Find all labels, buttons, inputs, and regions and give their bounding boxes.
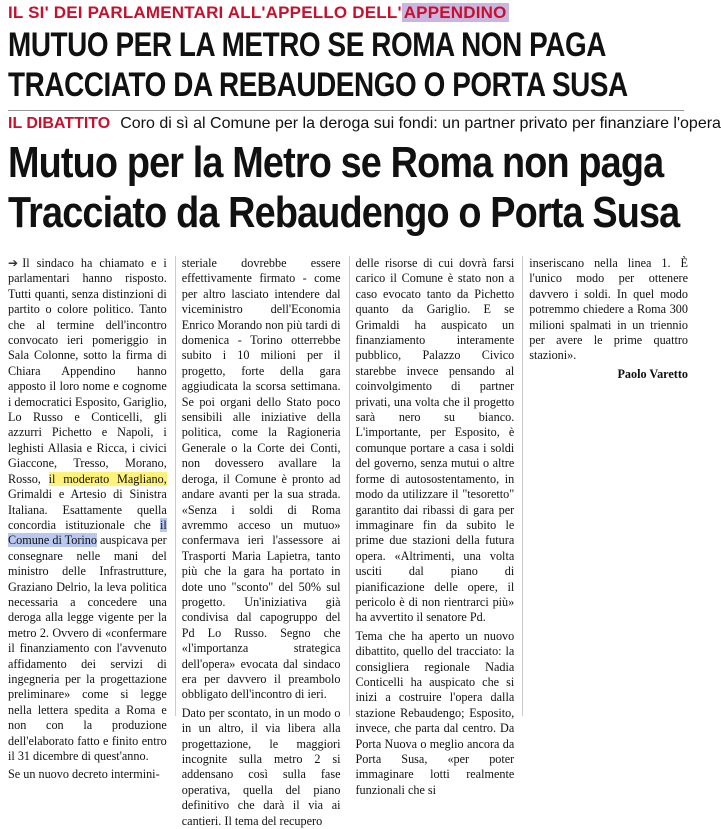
paragraph: Dato per scontato, in un modo o in un altro, il via libera alla progettazione, le maggiori incognite sulla metro 2 si addensano così sulla fase operativa, quella del piano definitivo che darà il via ai cantieri. Il tema del recupero	[181, 705, 341, 828]
paragraph-text: auspicava per consegnare nelle mani del ministro delle Infrastrutture, Graziano Delrio, la leva politica necessaria a concedere una deroga alla legge vigente per la metro 2. Ovvero di «confermare il finanziamento con l'avvenuto affidamento dei servizi di ingegneria per la progettazione preliminare» come si legge nella lettera spedita a Roma e non con la produzione dell'elaborato fatto e finito entro il 31 dicembre di quest'anno.	[8, 533, 167, 763]
article-column-4	[522, 256, 688, 716]
paragraph: steriale dovrebbe essere effettivamente firmato - come per altro lasciato intendere dal viceministro dell'Economia Enrico Morando non più tardi di domenica - Torino otterrebbe subito i 10 milioni per il progetto, forte della gara aggiudicata la scorsa settimana. Se poi organi dello Stato poco sensibili alle iniziative della politica, come la Ragioneria Generale o la Corte dei Conti, non dovessero avallare la deroga, il Comune è pronto ad andare avanti per la sua strada. «Senza i soldi di Roma avremmo acceso un mutuo» confermava ieri l'assessore ai Trasporti Maria Lapietra, tanto più che la gara ha portato in dote uno "sconto" del 50% sul progetto. Un'iniziativa già condivisa dal capogruppo del Pd Lo Russo. Segno che «l'importanza strategica dell'opera» evocata dal sindaco era per davvero il preambolo obbligato dell'incontro di ieri.	[181, 256, 341, 702]
paragraph: Se un nuovo decreto intermini-	[8, 767, 160, 782]
paragraph	[8, 256, 167, 764]
paragraph: inseriscano nella linea 1. È l'unico modo per ottenere davvero i soldi. In quel modo potremmo chiedere a Roma 300 milioni spalmati in un triennio per avere le prime quattro stazioni».	[529, 256, 688, 363]
dibattito-subtitle: Coro di sì al Comune per la deroga sui fondi: un partner privato per finanziare l'opera	[120, 115, 721, 132]
dibattito-tag: IL DIBATTITO	[8, 115, 111, 132]
article-body	[8, 256, 688, 828]
article-column-3	[349, 256, 515, 797]
kicker-highlight: APPENDINO	[403, 3, 507, 22]
paragraph: delle risorse di cui dovrà farsi carico il Comune è stato non a caso evocato tanto da Pichetto quanto da Gariglio. E se Grimaldi ha auspicato un finanziamento interamente pubblico, Palazzo Civico starebbe invece pensando al coinvolgimento di partner privati, una volta che il progetto sarà nero su bianco. L'importante, per Esposito, è comunque portare a casa i soldi del governo, senza mutui o altre forme di autosostentamento, in modo da utilizzare il "tesoretto" garantito dai ribassi di gara per immaginare fin da subito le prime due stazioni della futura opera. «Altrimenti, una volta usciti dal piano di pianificazione delle opere, il pericolo è di non rientrarci più» ha avvertito il senatore Pd.	[355, 256, 515, 625]
headline-line-2: Tracciato da Rebaudengo o Porta Susa	[8, 188, 680, 237]
highlight-blue: il Comune di Torino	[8, 517, 167, 548]
arrow-icon: ➔	[8, 256, 19, 270]
highlight-yellow: il moderato Magliano,	[48, 471, 167, 486]
headline-line-1: Mutuo per la Metro se Roma non paga	[8, 138, 664, 187]
kicker-text: IL SI' DEI PARLAMENTARI ALL'APPELLO DELL'	[8, 3, 402, 22]
title-caps-line-1: MUTUO PER LA METRO SE ROMA NON PAGA	[8, 26, 606, 64]
dibattito-line	[8, 115, 721, 137]
kicker	[8, 3, 688, 25]
article-column-2	[175, 256, 341, 828]
paragraph-text: Il sindaco ha chiamato e i parlamentari hanno risposto. Tutti quanti, senza distinzioni di partito o colore politico. Tanto che al termine dell'incontro convocato ieri pomeriggio in Sala Colonne, sotto la firma di Chiara Appendino hanno apposto il loro nome e cognome i democratici Esposito, Gariglio, Lo Russo e Conticelli, gli azzurri Pichetto e Napoli, i leghisti Allasia e Ricca, i civici Giaccone, Tresso, Morano, Rosso,	[8, 256, 167, 486]
author-byline: Paolo Varetto	[617, 366, 688, 381]
paragraph: Tema che ha aperto un nuovo dibattito, quello del tracciato: la consigliera regionale Nadia Conticelli ha auspicato che si inizi a costruire l'opera dalla stazione Rebaudengo; Esposito, invece, che parta dal centro. Da Porta Nuova o meglio ancora da Porta Susa, «per poter immaginare lotti realmente funzionali che si	[355, 628, 515, 797]
paragraph-text: Grimaldi e Artesio di Sinistra Italiana. Esattamente quella concordia istituzionale che	[8, 487, 167, 532]
divider	[8, 110, 684, 111]
title-caps-line-2: TRACCIATO DA REBAUDENGO O PORTA SUSA	[8, 66, 628, 104]
article-column-1	[8, 256, 167, 782]
